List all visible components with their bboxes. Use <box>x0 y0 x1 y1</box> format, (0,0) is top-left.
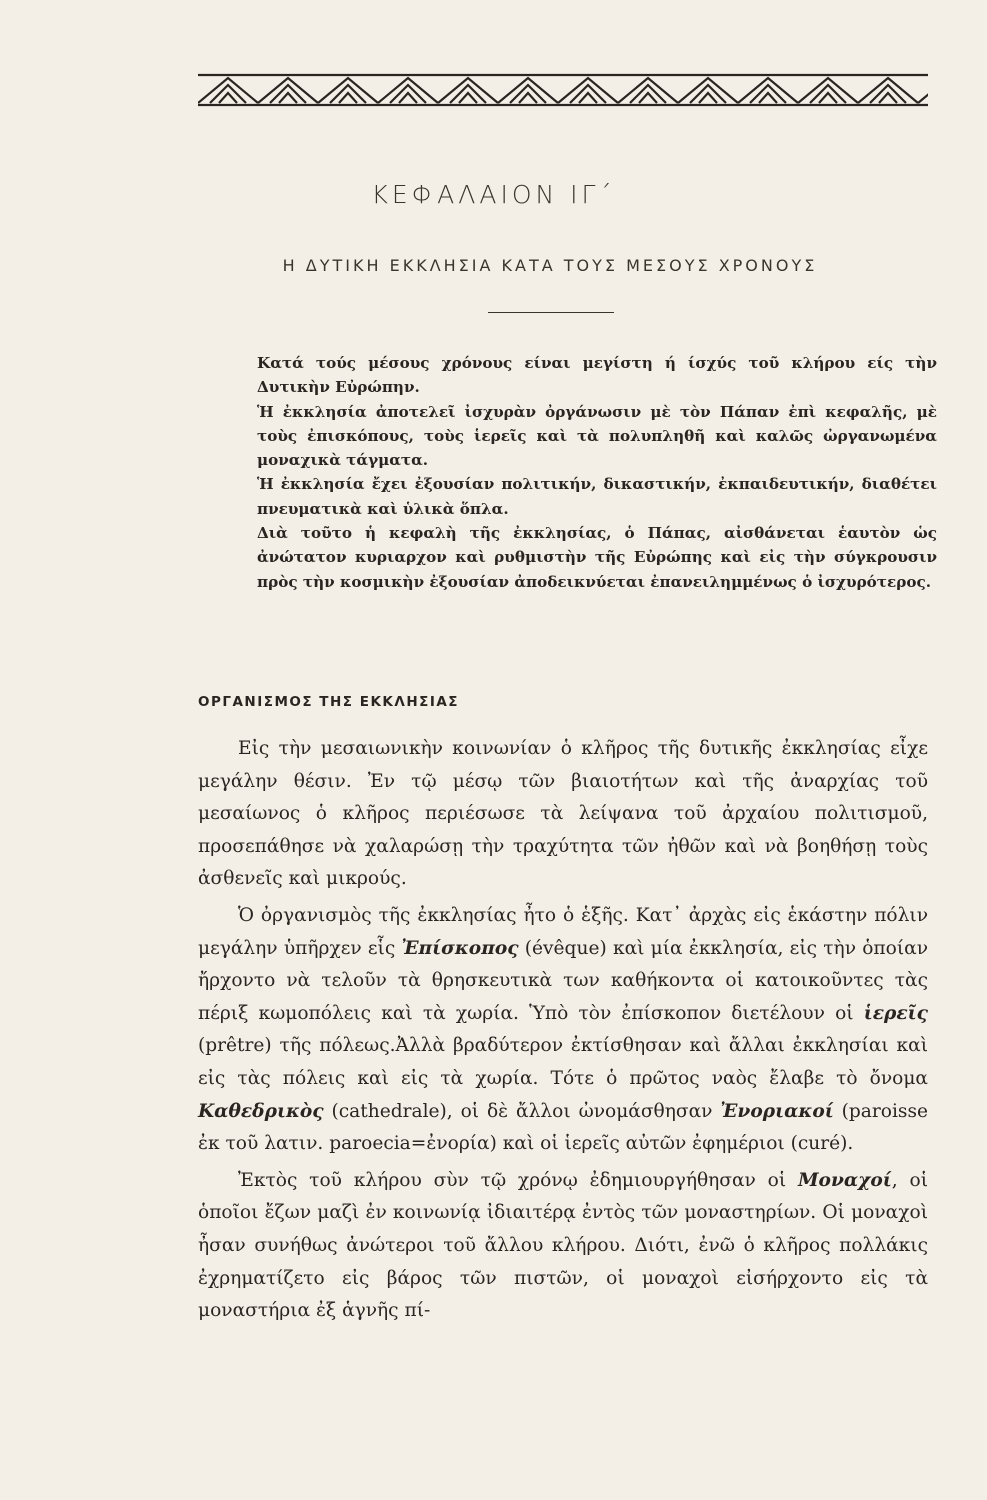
ornament-motif <box>678 78 738 103</box>
term-iereis: ἱερεῖς <box>863 1002 928 1024</box>
text-run: , οἱ ὁποῖοι ἔζων μαζὶ ἐν κοινωνίᾳ ἰδιαιτέρᾳ ἐντὸς τῶν μοναστηρίων. Οἱ μοναχοὶ ἦσαν συνήθως ἀνώτεροι τοῦ ἄλλου κλήρου. Διότι, ἐνῶ ὁ κλῆρος πολλάκις ἐχρηματίζετο εἰς βάρος τῶν πιστῶν, οἱ μοναχοὶ εἰσήρχοντο εἰς τὰ μοναστήρια ἐξ ἁγνῆς πί- <box>198 1169 929 1322</box>
ornament-motif <box>438 78 498 103</box>
summary-sentence: Κατά τούς μέσους χρόνους είναι μεγίστη ή ίσχύς τοῦ κλήρου είς τὴν Δυτικὴν Εὐρώπην. <box>257 354 937 397</box>
chapter-summary <box>257 351 937 594</box>
text-run: (évêque) καὶ μία ἐκκλησία, εἰς τὴν ὁποίαν ἤρχοντο νὰ τελοῦν τὰ θρησκευτικὰ των καθήκοντα οἱ κατοικοῦντες τὰς πέριξ κωμοπόλεις καὶ τὰ χωρία. Ὑπὸ τὸν ἐπίσκοπον διετέλουν οἱ <box>198 937 929 1024</box>
chapter-subtitle: Η ΔΥΤΙΚΗ ΕΚΚΛΗΣΙΑ ΚΑΤΑ ΤΟΥΣ ΜΕΣΟΥΣ ΧΡΟΝΟΥΣ <box>282 256 818 275</box>
term-episkopos: Ἐπίσκοπος <box>401 937 519 959</box>
ornament-motif <box>858 78 918 103</box>
ornament-motif <box>498 78 558 103</box>
ornament-motif <box>558 78 618 103</box>
text-run: (cathedrale), οἱ δὲ ἄλλοι ὠνομάσθησαν <box>323 1100 721 1122</box>
summary-sentence: Ἡ ἐκκλησία ἔχει ἐξουσίαν πολιτικήν, δικαστικήν, ἐκπαιδευτικήν, διαθέτει πνευματικὰ καὶ ὑλικὰ ὅπλα. <box>257 475 937 518</box>
ornament-motif <box>618 78 678 103</box>
term-monachoi: Μοναχοί <box>797 1169 892 1191</box>
section-heading: ΟΡΓΑΝΙΣΜΟΣ ΤΗΣ ΕΚΚΛΗΣΙΑΣ <box>198 694 460 710</box>
text-run: Ὁ ὀργανισμὸς τῆς ἐκκλησίας ἦτο ὁ ἑξῆς. Κατ᾽ ἀρχὰς εἰς ἑκάστην πόλιν μεγάλην ὑπῆρχεν εἷς <box>198 904 928 959</box>
term-kathedrikos: Καθεδρικὸς <box>198 1100 324 1122</box>
summary-sentence: Ἡ ἐκκλησία ἀποτελεῖ ἰσχυρὰν ὀργάνωσιν μὲ τὸν Πάπαν ἐπὶ κεφαλῆς, μὲ τοὺς ἐπισκόπους, τοὺς ἱερεῖς καὶ τὰ πολυπληθῆ καὶ καλῶς ὠργανωμένα μοναχικὰ τάγματα. <box>257 402 937 470</box>
text-run: (prêtre) τῆς πόλεως.Ἀλλὰ βραδύτερον ἐκτίσθησαν καὶ ἄλλαι ἐκκλησίαι καὶ εἰς τὰς πόλεις καὶ εἰς τὰ χωρία. Τότε ὁ πρῶτος ναὸς ἔλαβε τὸ ὄνομα <box>198 1035 928 1089</box>
paragraph <box>198 900 928 1161</box>
ornament-motif <box>738 78 798 103</box>
ornament-motif <box>198 78 258 103</box>
decorative-border-ornament <box>198 73 928 107</box>
summary-sentence: Διὰ τοῦτο ἡ κεφαλὴ τῆς ἐκκλησίας, ὁ Πάπας, αἰσθάνεται ἑαυτὸν ὡς ἀνώτατον κυριαρχον καὶ ρυθμιστὴν τῆς Εὐρώπης καὶ εἰς τὴν σύγκρουσιν πρὸς τὴν κοσμικὴν ἐξουσίαν ἀποδεικνύεται ἐπανειλημμένως ὁ ἰσχυρότερος. <box>257 524 937 591</box>
title-divider <box>488 312 614 313</box>
chapter-title: ΚΕΦΑΛΑΙΟΝ ΙΓ΄ <box>371 180 616 209</box>
paragraph <box>198 1165 928 1328</box>
ornament-motif <box>918 78 928 103</box>
paragraph: Εἰς τὴν μεσαιωνικὴν κοινωνίαν ὁ κλῆρος τῆς δυτικῆς ἐκκλησίας εἶχε μεγάλην θέσιν. Ἐν τῷ μέσῳ τῶν βιαιοτήτων καὶ τῆς ἀναρχίας τοῦ μεσαίωνος ὁ κλῆρος περιέσωσε τὰ λείψανα τοῦ ἀρχαίου πολιτισμοῦ, προσεπάθησε νὰ χαλαρώσῃ τὴν τραχύτητα τῶν ἠθῶν καὶ νὰ βοηθήσῃ τοὺς ἀσθενεῖς καὶ μικρούς. <box>198 738 928 890</box>
ornament-motif <box>378 78 438 103</box>
text-run: (paroisse ἐκ τοῦ λατιν. paroecia=ἐνορία) καὶ οἱ ἱερεῖς αὐτῶν ἐφημέριοι (curé). <box>198 1100 928 1155</box>
ornament-motif <box>258 78 318 103</box>
term-enoriakoi: Ἐνοριακοί <box>720 1100 834 1122</box>
body-text <box>198 733 928 1328</box>
text-run: Ἐκτὸς τοῦ κλήρου σὺν τῷ χρόνῳ ἐδημιουργήθησαν οἱ <box>238 1169 798 1191</box>
ornament-motif <box>798 78 858 103</box>
ornament-motif <box>318 78 378 103</box>
